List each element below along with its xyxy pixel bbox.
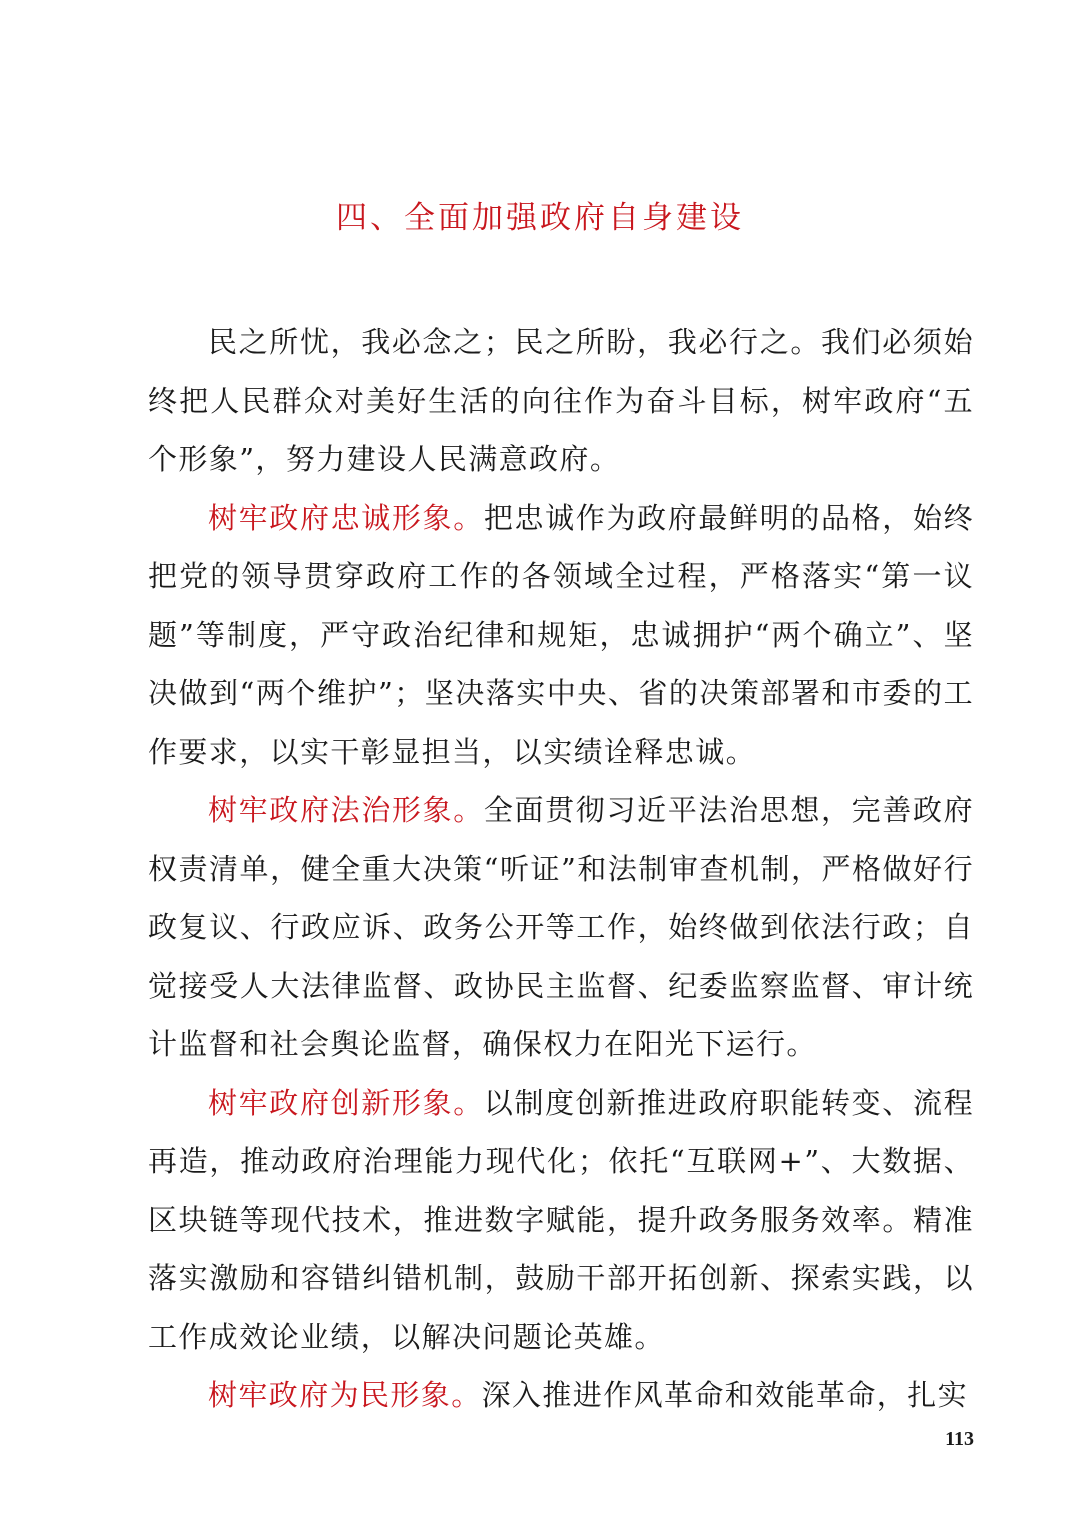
- paragraph-text: 民之所忧，我必念之；民之所盼，我必行之。我们必须始终把人民群众对美好生活的向往作为奋斗目标，树牢政府“五个形象”，努力建设人民满意政府。: [148, 325, 974, 476]
- section-title: 四、全面加强政府自身建设: [336, 200, 744, 236]
- paragraph-text: 全面贯彻习近平法治思想，完善政府权责清单，健全重大决策“听证”和法制审查机制，严格做好行政复议、行政应诉、政务公开等工作，始终做到依法行政；自觉接受人大法律监督、政协民主监督、纪委监察监督、审计统计监督和社会舆论监督，确保权力在阳光下运行。: [148, 793, 975, 1061]
- paragraph-innovation: [148, 1074, 974, 1367]
- paragraph-intro: [148, 313, 974, 489]
- paragraph-lead: 树牢政府法治形象。: [208, 793, 484, 827]
- paragraph-text: 以制度创新推进政府职能转变、流程再造，推动政府治理能力现代化；依托“互联网+”、大数据、区块链等现代技术，推进数字赋能，提升政务服务效率。精准落实激励和容错纠错机制，鼓励干部开拓创新、探索实践，以工作成效论业绩，以解决问题论英雄。: [148, 1085, 975, 1354]
- paragraph-loyalty: [148, 489, 974, 782]
- paragraph-rule-of-law: [148, 781, 974, 1074]
- paragraph-text: 把忠诚作为政府最鲜明的品格，始终把党的领导贯穿政府工作的各领域全过程，严格落实“第一议题”等制度，严守政治纪律和规矩，忠诚拥护“两个确立”、坚决做到“两个维护”；坚决落实中央、省的决策部署和市委的工作要求，以实干彰显担当，以实绩诠释忠诚。: [148, 500, 975, 769]
- body-text: [148, 313, 974, 1425]
- page-number: 113: [945, 1428, 974, 1450]
- paragraph-text: 深入推进作风革命和效能革命，扎实: [481, 1378, 969, 1412]
- paragraph-lead: 树牢政府创新形象。: [208, 1085, 484, 1120]
- paragraph-for-people: [148, 1366, 974, 1425]
- paragraph-lead: 树牢政府为民形象。: [208, 1378, 482, 1412]
- paragraph-lead: 树牢政府忠诚形象。: [208, 500, 484, 535]
